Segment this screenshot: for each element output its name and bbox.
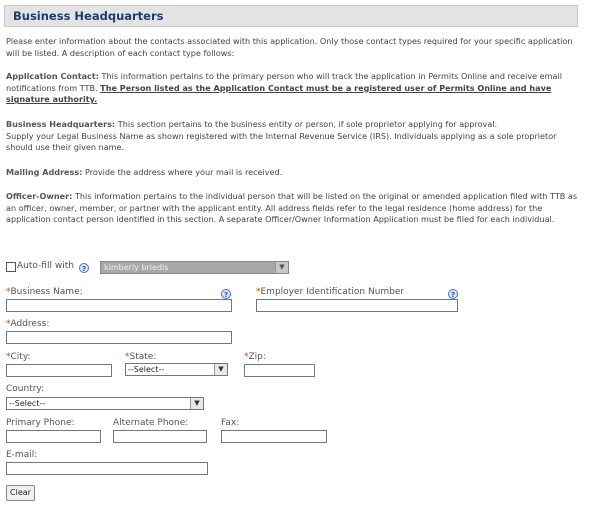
city-label	[6, 352, 31, 362]
business-headquarters-description	[6, 119, 578, 154]
primary-phone-input[interactable]	[6, 430, 101, 443]
country-select[interactable]	[6, 397, 204, 410]
primary-phone-label: Primary Phone:	[6, 418, 75, 428]
ein-input[interactable]	[256, 299, 458, 312]
state-label-text: State:	[129, 352, 157, 362]
officer-owner-label: Officer-Owner:	[6, 191, 73, 201]
business-name-label-text: Business Name:	[10, 287, 83, 297]
section-header	[4, 5, 578, 27]
alternate-phone-label: Alternate Phone:	[113, 418, 189, 428]
required-marker: *	[256, 287, 261, 297]
application-contact-text: This information pertains to the primary person who will track the application in Permits Online and receive email notifications from TTB.	[6, 71, 562, 93]
clear-button[interactable]: Clear	[6, 485, 35, 501]
help-icon[interactable]: ?	[221, 289, 231, 299]
autofill-select[interactable]	[100, 261, 289, 274]
zip-label	[244, 352, 266, 362]
mailing-address-text: Provide the address where your mail is received.	[82, 167, 283, 177]
address-input[interactable]	[6, 331, 232, 344]
email-label: E-mail:	[6, 450, 38, 460]
city-input[interactable]	[6, 364, 112, 377]
page-title: Business Headquarters	[13, 9, 164, 23]
autofill-label: Auto-fill with	[17, 261, 74, 271]
chevron-down-icon: ▼	[214, 364, 227, 375]
help-icon[interactable]: ?	[448, 289, 458, 299]
required-marker: *	[6, 319, 11, 329]
application-contact-label: Application Contact:	[6, 71, 99, 81]
address-label-text: Address:	[10, 319, 50, 329]
zip-input[interactable]	[244, 364, 315, 377]
autofill-value: kimberly briedis	[104, 263, 169, 272]
alternate-phone-input[interactable]	[113, 430, 207, 443]
chevron-down-icon: ▼	[275, 262, 288, 273]
email-input[interactable]	[6, 462, 208, 475]
autofill-checkbox[interactable]	[6, 262, 16, 272]
country-label: Country:	[6, 384, 45, 394]
business-name-label	[6, 287, 83, 297]
business-headquarters-text-2: Supply your Legal Business Name as shown registered with the Internal Revenue Service (IRS). Individuals applying as a sole proprietor should use their given name.	[6, 130, 557, 153]
officer-owner-description	[6, 191, 578, 226]
address-label	[6, 319, 49, 329]
required-marker: *	[6, 287, 11, 297]
mailing-address-description	[6, 167, 578, 179]
fax-input[interactable]	[221, 430, 327, 443]
business-name-input[interactable]	[6, 299, 232, 312]
required-marker: *	[244, 352, 249, 362]
officer-owner-text: This information pertains to the individual person that will be listed on the original or amended application filed with TTB as an officer, owner, member, or partner with the applicant entity. All address fields refer to the legal residence (home address) for the application contact person identified in this section. A separate Officer/Owner Information Application must be filed for each individual.	[6, 191, 578, 225]
ein-label-text: Employer Identification Number	[260, 287, 405, 297]
chevron-down-icon: ▼	[190, 398, 203, 409]
ein-label	[256, 287, 404, 297]
state-select-value: --Select--	[128, 365, 165, 374]
business-headquarters-text: This section pertains to the business entity or person, if sole proprietor applying for approval.	[115, 119, 498, 129]
mailing-address-label: Mailing Address:	[6, 167, 83, 177]
state-select[interactable]	[125, 363, 228, 376]
application-contact-description	[6, 71, 578, 106]
required-marker: *	[125, 352, 130, 362]
application-contact-note: The Person listed as the Application Contact must be a registered user of Permits Online and have signature authority.	[6, 82, 552, 105]
help-icon[interactable]: ?	[79, 263, 89, 273]
state-label	[125, 352, 156, 362]
business-headquarters-label: Business Headquarters:	[6, 119, 116, 129]
zip-label-text: Zip:	[248, 352, 266, 362]
required-marker: *	[6, 352, 11, 362]
intro-text: Please enter information about the contacts associated with this application. Only those contact types required for your specific application will be listed. A description of each contact type follows:	[6, 36, 573, 58]
country-select-value: --Select--	[9, 399, 46, 408]
fax-label: Fax:	[221, 418, 240, 428]
city-label-text: City:	[10, 352, 31, 362]
